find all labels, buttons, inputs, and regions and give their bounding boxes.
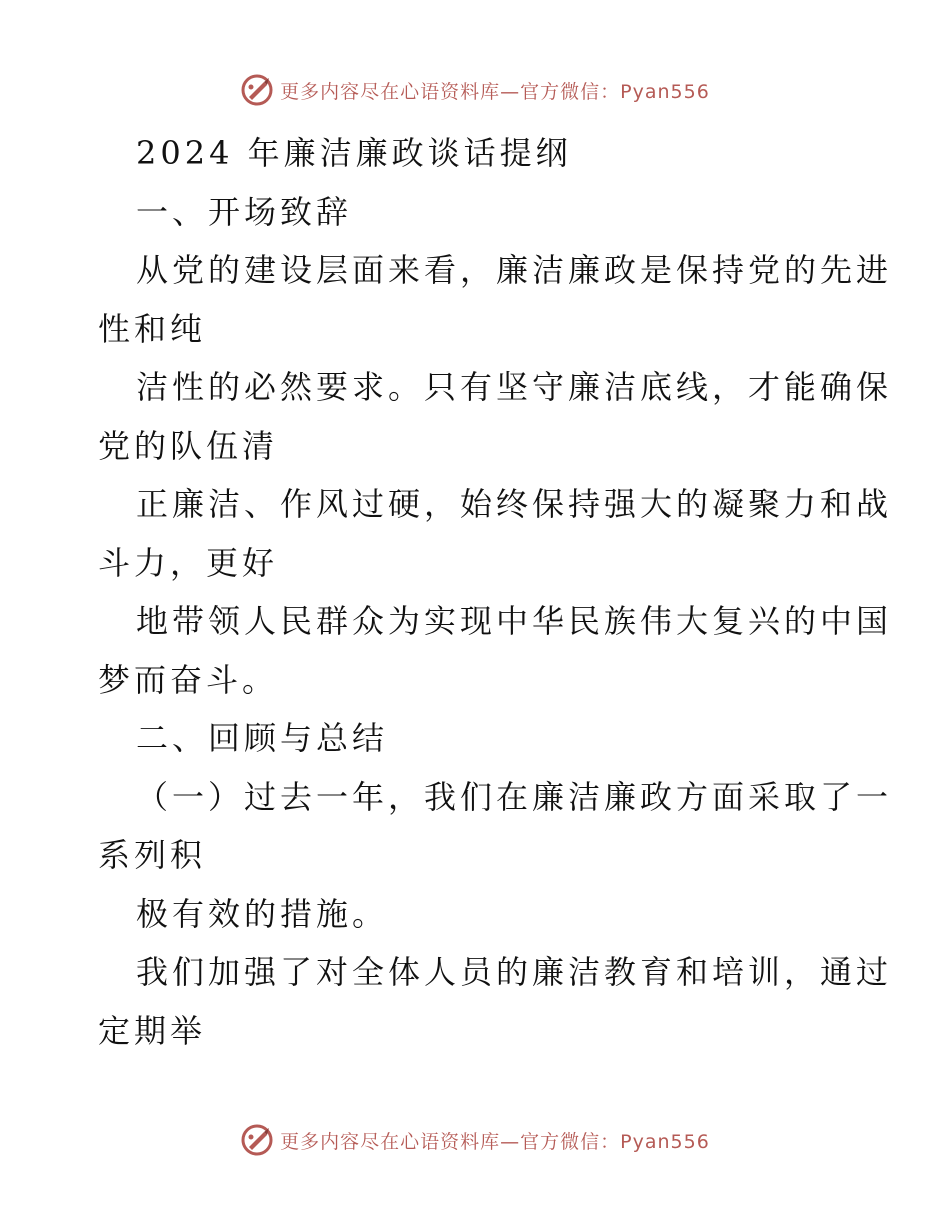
header-banner-text: 更多内容尽在心语资料库—官方微信：Pyan556 — [280, 80, 710, 103]
paragraph-line: （一）过去一年，我们在廉洁廉政方面采取了一 — [136, 777, 893, 816]
footer-banner-text: 更多内容尽在心语资料库—官方微信：Pyan556 — [280, 1130, 710, 1153]
footer-banner — [0, 1120, 950, 1160]
document-body — [98, 124, 893, 1060]
paragraph-line: 从党的建设层面来看，廉洁廉政是保持党的先进 — [136, 251, 893, 289]
section-heading: 二、回顾与总结 — [136, 719, 389, 757]
quill-logo-icon — [240, 73, 274, 107]
paragraph-line: 党的队伍清 — [98, 426, 279, 465]
paragraph-line: 极有效的措施。 — [136, 894, 389, 933]
doc-title: 2024 年廉洁廉政谈话提纲 — [136, 134, 572, 172]
paragraph-line: 斗力，更好 — [98, 543, 279, 582]
quill-logo-icon — [240, 1123, 274, 1157]
paragraph-line: 性和纯 — [98, 309, 207, 348]
header-banner — [0, 70, 950, 110]
paragraph-line: 定期举 — [98, 1011, 207, 1050]
paragraph-line: 我们加强了对全体人员的廉洁教育和培训，通过 — [136, 953, 893, 991]
paragraph-line: 系列积 — [98, 836, 207, 874]
paragraph-line: 梦而奋斗。 — [98, 660, 279, 699]
section-heading: 一、开场致辞 — [136, 192, 353, 231]
paragraph-line: 正廉洁、作风过硬，始终保持强大的凝聚力和战 — [136, 485, 893, 523]
paragraph-line: 地带领人民群众为实现中华民族伟大复兴的中国 — [136, 602, 893, 640]
paragraph-line: 洁性的必然要求。只有坚守廉洁底线，才能确保 — [136, 368, 893, 406]
